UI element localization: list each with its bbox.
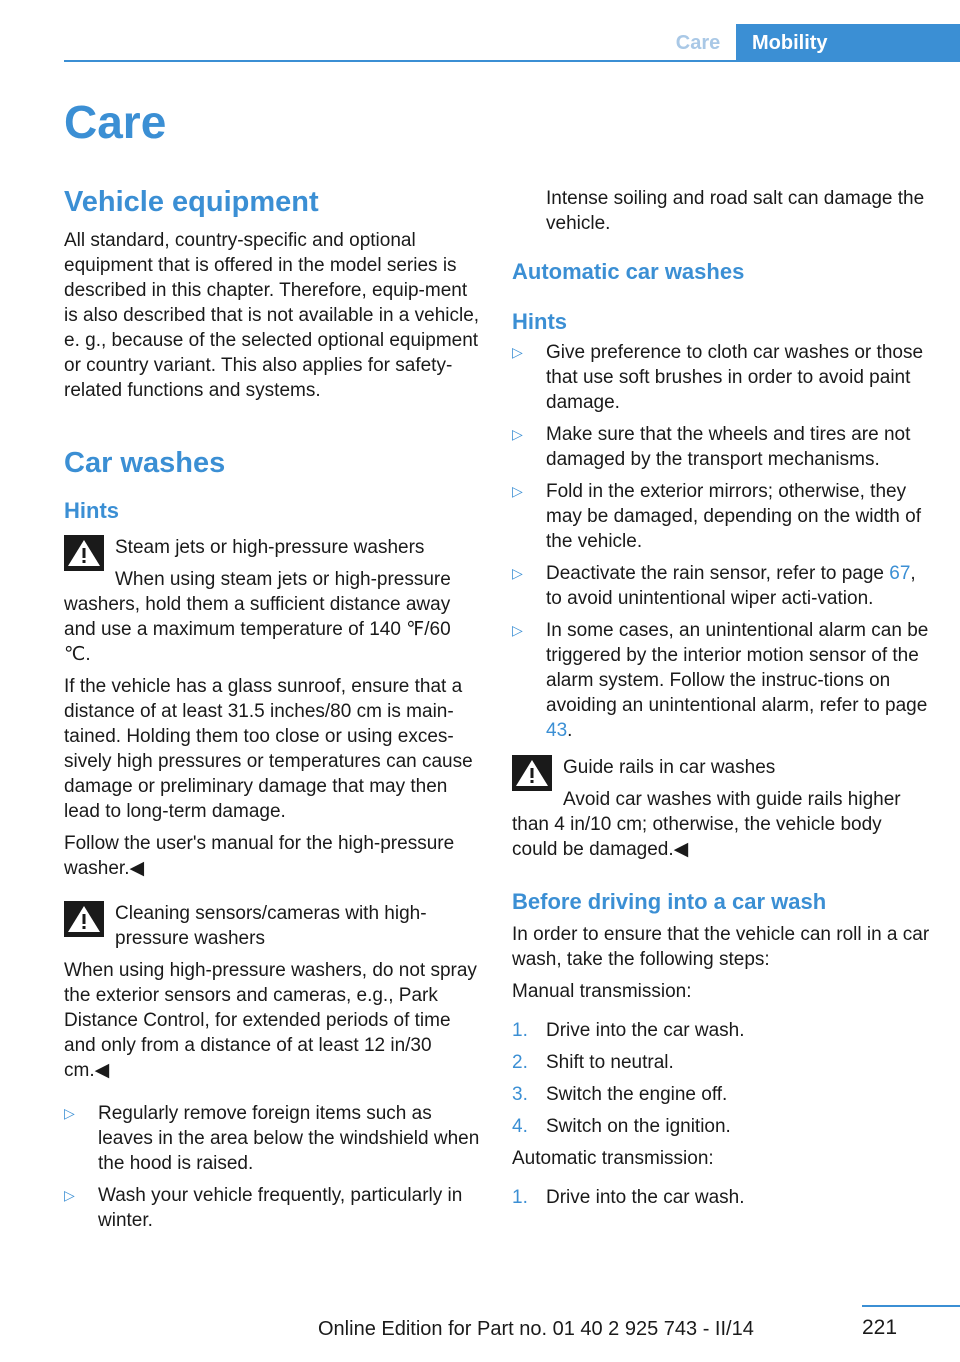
step-number: 4. <box>512 1116 528 1137</box>
list-item: ▷ Give preference to cloth car washes or those that use soft brushes in order to avoid paint damage. <box>512 340 930 415</box>
warning-triangle-icon <box>64 901 104 937</box>
paragraph-manual: Follow the user's manual for the high-pressure washer.◀ <box>64 833 455 879</box>
list-item: ▷ Fold in the exterior mirrors; otherwise, they may be damaged, depending on the width of the vehicle. <box>512 479 930 554</box>
page-link[interactable]: 67 <box>889 563 911 584</box>
automatic-steps-list <box>512 1185 930 1210</box>
list-item <box>512 1050 930 1075</box>
tab-care[interactable]: Care <box>675 32 721 54</box>
step-text: Switch the engine off. <box>546 1084 728 1105</box>
care-bullet-list <box>64 1101 480 1233</box>
edition-note: Online Edition for Part no. 01 40 2 925 743 - II/14 <box>318 1318 754 1340</box>
list-item-text: , to avoid unintentional wiper acti-vation. <box>546 563 916 609</box>
warning-guide-rails <box>512 755 930 862</box>
step-text: Drive into the car wash. <box>546 1187 745 1208</box>
warning-body: When using steam jets or high-pressure washers, hold them a sufficient distance away and use a maximum temperature of 140 ℉/60 ℃. <box>64 569 451 665</box>
warning-body: Avoid car washes with guide rails higher than 4 in/10 cm; otherwise, the vehicle body could be damaged.◀ <box>512 789 901 860</box>
list-item <box>512 1114 930 1139</box>
list-item: ▷ Make sure that the wheels and tires are not damaged by the transport mechanisms. <box>512 422 930 472</box>
step-number: 1. <box>512 1187 528 1208</box>
list-item-text: . <box>567 720 573 741</box>
heading-automatic-car-washes: Automatic car washes <box>512 259 745 284</box>
list-item <box>512 1185 930 1210</box>
automatic-hints-list <box>512 340 930 743</box>
footer-rule <box>862 1305 960 1307</box>
warning-triangle-icon <box>512 755 552 791</box>
right-column <box>512 186 930 1217</box>
manual-steps-list <box>512 1018 930 1139</box>
warning-title: Cleaning sensors/cameras with high-pressure washers <box>115 903 427 949</box>
tab-mobility[interactable] <box>736 24 960 62</box>
step-number: 3. <box>512 1084 528 1105</box>
label-automatic-transmission: Automatic transmission: <box>512 1148 714 1169</box>
list-item: ▷ Wash your vehicle frequently, particularly in winter. <box>64 1183 480 1233</box>
heading-hints: Hints <box>64 498 119 523</box>
step-number: 2. <box>512 1052 528 1073</box>
step-text: Switch on the ignition. <box>546 1116 731 1137</box>
step-text: Shift to neutral. <box>546 1052 674 1073</box>
paragraph-before-car-wash: In order to ensure that the vehicle can roll in a car wash, take the following steps: <box>512 924 930 970</box>
paragraph-soiling: Intense soiling and road salt can damage the vehicle. <box>546 188 925 234</box>
list-item <box>512 618 930 743</box>
heading-before-car-wash: Before driving into a car wash <box>512 889 827 914</box>
page-number: 221 <box>862 1316 898 1339</box>
list-item-text: Deactivate the rain sensor, refer to page <box>546 563 890 584</box>
heading-car-washes: Car washes <box>64 447 226 479</box>
step-text: Drive into the car wash. <box>546 1020 745 1041</box>
header-rule <box>64 60 960 62</box>
warning-title: Guide rails in car washes <box>563 757 776 778</box>
list-item <box>512 1082 930 1107</box>
list-item-text: In some cases, an unintentional alarm can be triggered by the interior motion sensor of the alarm system. Follow the instruc-tions on avoiding an unintentional alarm, refer to page <box>546 620 929 716</box>
paragraph-vehicle-equipment: All standard, country-specific and optional equipment that is offered in the model series is described in this chapter. Therefore, equip-ment is also described that is not available in a vehicle, e. g., because of the selected optional equipment or country variant. This also applies for safety-related functions and systems. <box>64 230 480 401</box>
warning-triangle-icon <box>64 535 104 571</box>
page-link[interactable]: 43 <box>546 720 568 741</box>
list-item <box>512 1018 930 1043</box>
warning-steam-jets <box>64 535 480 667</box>
left-column <box>64 184 480 1240</box>
warning-title: Steam jets or high-pressure washers <box>115 537 425 558</box>
paragraph-sunroof: If the vehicle has a glass sunroof, ensure that a distance of at least 31.5 inches/80 cm is main-tained. Holding them too close or using exces-sively high pressures or temperatures can cause damage or preliminary damage that may then lead to long-term damage. <box>64 676 473 822</box>
heading-hints: Hints <box>512 309 567 334</box>
list-item <box>512 561 930 611</box>
page-title: Care <box>64 96 167 148</box>
step-number: 1. <box>512 1020 528 1041</box>
label-manual-transmission: Manual transmission: <box>512 981 692 1002</box>
list-item: ▷ Regularly remove foreign items such as leaves in the area below the windshield when the hood is raised. <box>64 1101 480 1176</box>
heading-vehicle-equipment: Vehicle equipment <box>64 186 319 218</box>
warning-sensors-cameras <box>64 901 480 1083</box>
warning-body: When using high-pressure washers, do not spray the exterior sensors and cameras, e.g., Park Distance Control, for extended periods of time and only from a distance of at least 12 in/30 cm.◀ <box>64 960 477 1081</box>
tab-mobility-label: Mobility <box>752 32 828 54</box>
